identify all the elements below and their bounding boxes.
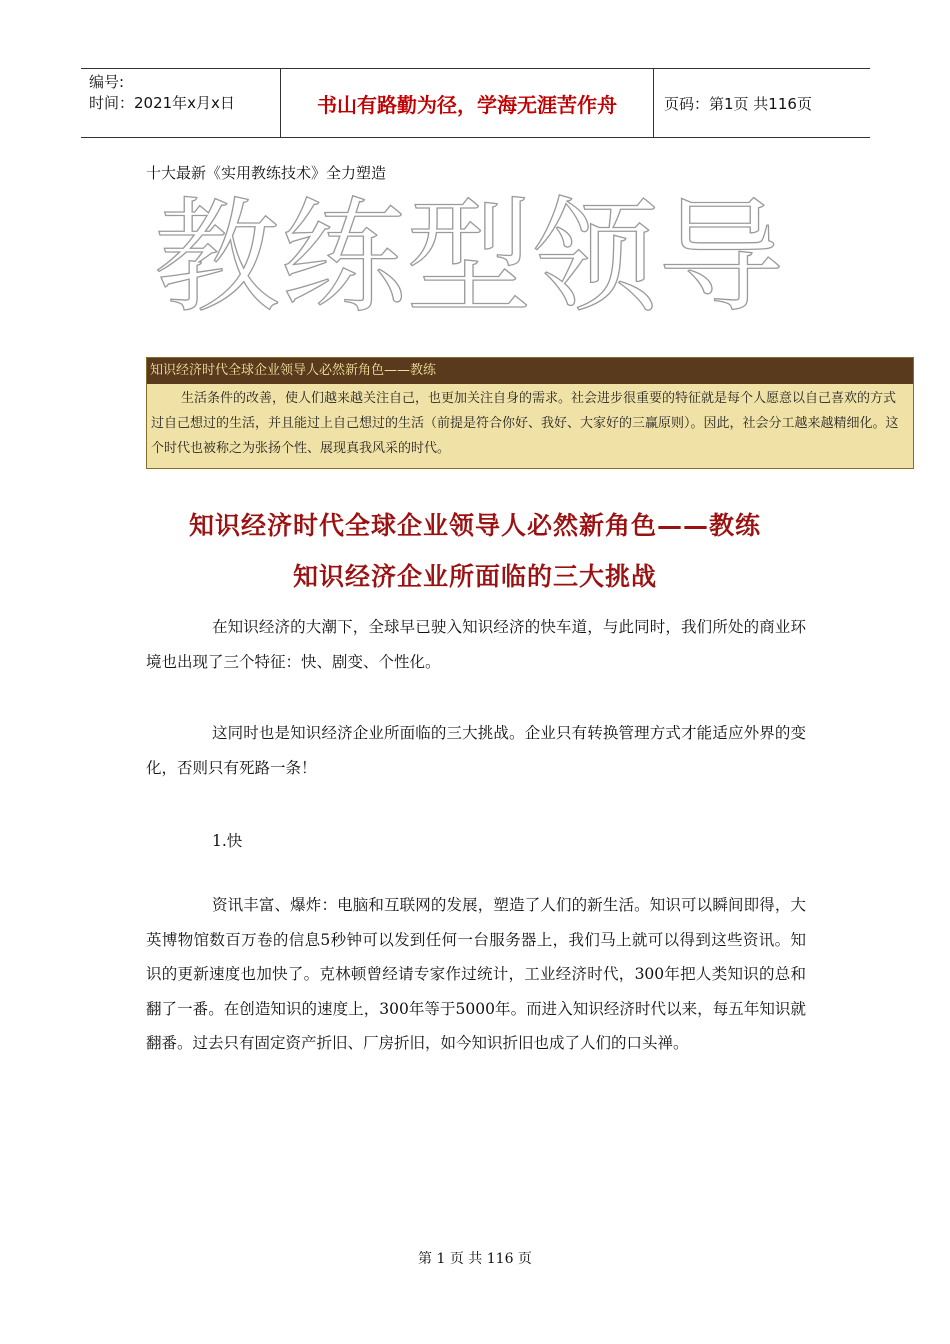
header-meta — [81, 69, 281, 137]
section-heading: 知识经济企业所面临的三大挑战 — [292, 562, 657, 591]
number-label: 编号: — [89, 73, 125, 91]
header-motto: 书山有路勤为径，学海无涯苦作舟 — [281, 69, 654, 137]
paragraph-fast: 资讯丰富、爆炸：电脑和互联网的发展，塑造了人们的新生活。知识可以瞬间即得，大英博物馆数百万卷的信息5秒钟可以发到任何一台服务器上，我们马上就可以得到这些资讯。知识的更新速度也加快了。克林顿曾经请专家作过统计，工业经济时代，300年把人类知识的总和翻了一番。在创造知识的速度上，300年等于5000年。而进入知识经济时代以来，每五年知识就翻番。过去只有固定资产折旧、厂房折旧，如今知识折旧也成了人们的口头禅。 — [146, 896, 806, 1052]
intro-banner — [146, 357, 914, 469]
main-heading: 知识经济时代全球企业领导人必然新角色——教练 — [188, 511, 761, 540]
page-footer: 第 1 页 共 116 页 — [418, 1251, 532, 1267]
header-page-info: 页码：第1页 共116页 — [664, 94, 812, 113]
list-item-heading: 1.快 — [212, 832, 243, 850]
document-subtitle: 十大最新《实用教练技术》全力塑造 — [146, 164, 387, 182]
paragraph-intro: 在知识经济的大潮下，全球早已驶入知识经济的快车道，与此同时，我们所处的商业环境也出现了三个特征：快、剧变、个性化。 — [146, 618, 806, 671]
paragraph-challenges: 这同时也是知识经济企业所面临的三大挑战。企业只有转换管理方式才能适应外界的变化，否则只有死路一条！ — [146, 724, 806, 777]
time-label: 时间：2021年x月x日 — [89, 94, 235, 112]
page-header — [81, 68, 870, 138]
banner-heading: 知识经济时代全球企业领导人必然新角色——教练 — [147, 358, 913, 384]
banner-body: 生活条件的改善，使人们越来越关注自己，也更加关注自身的需求。社会进步很重要的特征就是每个人愿意以自己喜欢的方式过自己想过的生活，并且能过上自己想过的生活（前提是符合你好、我好、大家好的三赢原则）。因此，社会分工越来越精细化。这个时代也被称之为张扬个性、展现真我风采的时代。 — [151, 391, 899, 456]
big-outlined-title — [150, 168, 790, 330]
big-title-text: 教练型领导 — [154, 186, 784, 330]
